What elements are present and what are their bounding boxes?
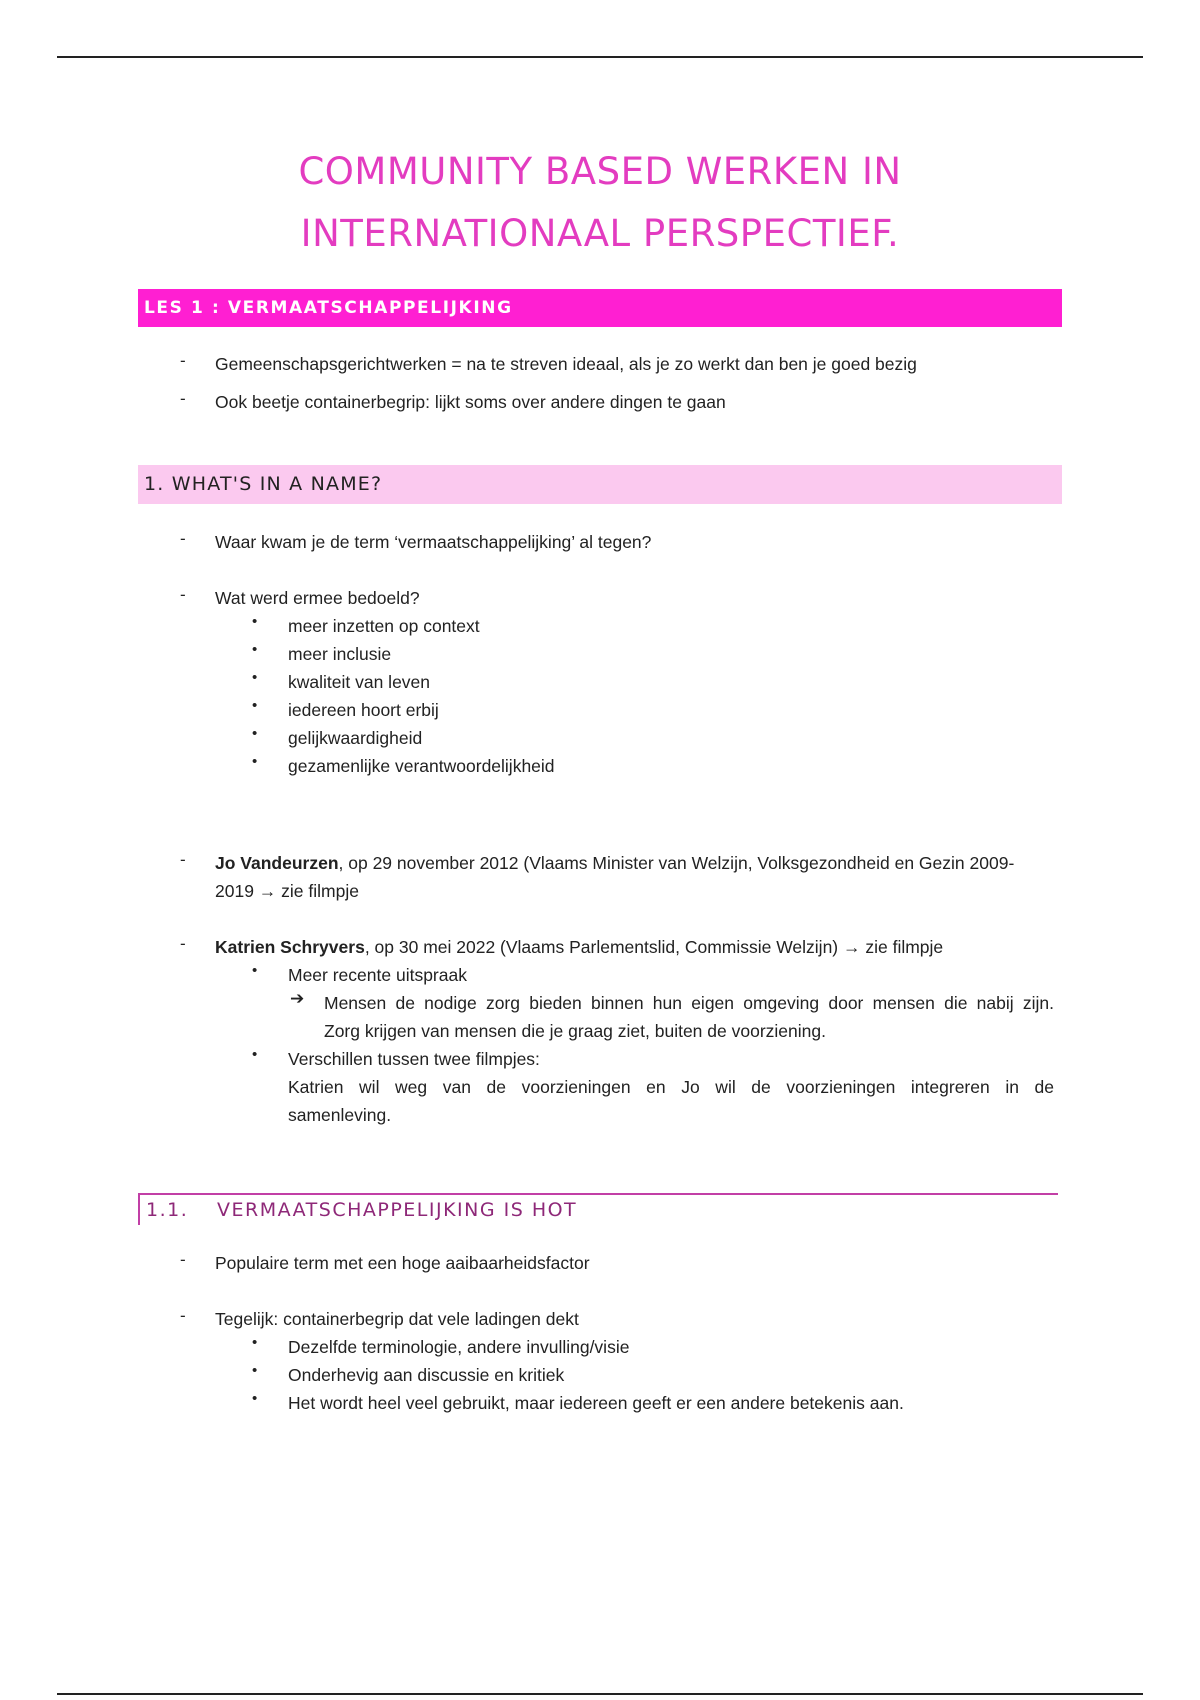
- bullet-item: kwaliteit van leven: [288, 672, 431, 692]
- bullet-item: Dezelfde terminologie, andere invulling/visie: [288, 1337, 630, 1357]
- document-title-line-1: COMMUNITY BASED WERKEN IN: [298, 150, 902, 193]
- bullet-marker: •: [252, 962, 258, 979]
- list-item: Gemeenschapsgerichtwerken = na te streven ideaal, als je zo werkt dan ben je goed bezig: [215, 354, 917, 374]
- bullet-item: iedereen hoort erbij: [288, 700, 439, 720]
- bullet-item: meer inzetten op context: [288, 616, 480, 636]
- dash-marker: -: [180, 850, 186, 869]
- subsection-heading: [138, 1193, 1058, 1225]
- arrow-item: Mensen de nodige zorg bieden binnen hun eigen omgeving door mensen die nabij zijn.: [324, 993, 1054, 1013]
- dash-marker: -: [180, 389, 186, 408]
- person-name: Jo Vandeurzen: [215, 853, 339, 873]
- list-item: Ook beetje containerbegrip: lijkt soms over andere dingen te gaan: [215, 392, 726, 412]
- bullet-marker: •: [252, 1390, 258, 1407]
- bullet-marker: •: [252, 725, 258, 742]
- header-rule: [57, 56, 1143, 58]
- bullet-item: Meer recente uitspraak: [288, 965, 467, 985]
- list-item: Wat werd ermee bedoeld?: [215, 588, 420, 608]
- list-item-jo: [215, 849, 1014, 877]
- bullet-item: meer inclusie: [288, 644, 392, 664]
- section-heading: 1. WHAT'S IN A NAME?: [138, 465, 1062, 504]
- lesson-heading: LES 1 : VERMAATSCHAPPELIJKING: [138, 289, 1062, 327]
- arrow-item-continuation: Zorg krijgen van mensen die je graag ziet, buiten de voorziening.: [324, 1021, 826, 1041]
- list-item: Tegelijk: containerbegrip dat vele ladingen dekt: [215, 1309, 579, 1329]
- bullet-marker: •: [252, 669, 258, 686]
- bullet-marker: •: [252, 697, 258, 714]
- bullet-item-continuation: Katrien wil weg van de voorzieningen en Jo wil de voorzieningen integreren in de: [288, 1077, 1054, 1097]
- person-description: , op 30 mei 2022 (Vlaams Parlementslid, Commissie Welzijn) → zie filmpje: [364, 937, 944, 957]
- bullet-marker: •: [252, 1362, 258, 1379]
- footer-rule: [57, 1693, 1143, 1695]
- list-item-katrien: [215, 933, 943, 961]
- person-name: Katrien Schryvers: [215, 937, 365, 957]
- bullet-marker: •: [252, 1334, 258, 1351]
- list-item: Waar kwam je de term ‘vermaatschappelijking’ al tegen?: [215, 532, 652, 552]
- bullet-item: Verschillen tussen twee filmpjes:: [288, 1049, 540, 1069]
- document-title-line-2: INTERNATIONAAL PERSPECTIEF.: [300, 212, 900, 255]
- bullet-marker: •: [252, 1046, 258, 1063]
- dash-marker: -: [180, 585, 186, 604]
- arrow-right-icon: ➔: [290, 989, 305, 1008]
- bullet-item: gezamenlijke verantwoordelijkheid: [288, 756, 555, 776]
- list-item-continuation: 2019 → zie filmpje: [215, 881, 359, 901]
- subsection-number: 1.1.: [146, 1199, 189, 1221]
- dash-marker: -: [180, 529, 186, 548]
- bullet-marker: •: [252, 753, 258, 770]
- bullet-item: Onderhevig aan discussie en kritiek: [288, 1365, 565, 1385]
- dash-marker: -: [180, 934, 186, 953]
- bullet-item: gelijkwaardigheid: [288, 728, 423, 748]
- dash-marker: -: [180, 1250, 186, 1269]
- bullet-marker: •: [252, 641, 258, 658]
- bullet-item-continuation: samenleving.: [288, 1105, 392, 1125]
- subsection-title: VERMAATSCHAPPELIJKING IS HOT: [217, 1199, 578, 1221]
- dash-marker: -: [180, 1306, 186, 1325]
- dash-marker: -: [180, 351, 186, 370]
- person-description: , op 29 november 2012 (Vlaams Minister van Welzijn, Volksgezondheid en Gezin 2009-: [338, 853, 1015, 873]
- bullet-marker: •: [252, 613, 258, 630]
- bullet-item: Het wordt heel veel gebruikt, maar iedereen geeft er een andere betekenis aan.: [288, 1393, 904, 1413]
- list-item: Populaire term met een hoge aaibaarheidsfactor: [215, 1253, 590, 1273]
